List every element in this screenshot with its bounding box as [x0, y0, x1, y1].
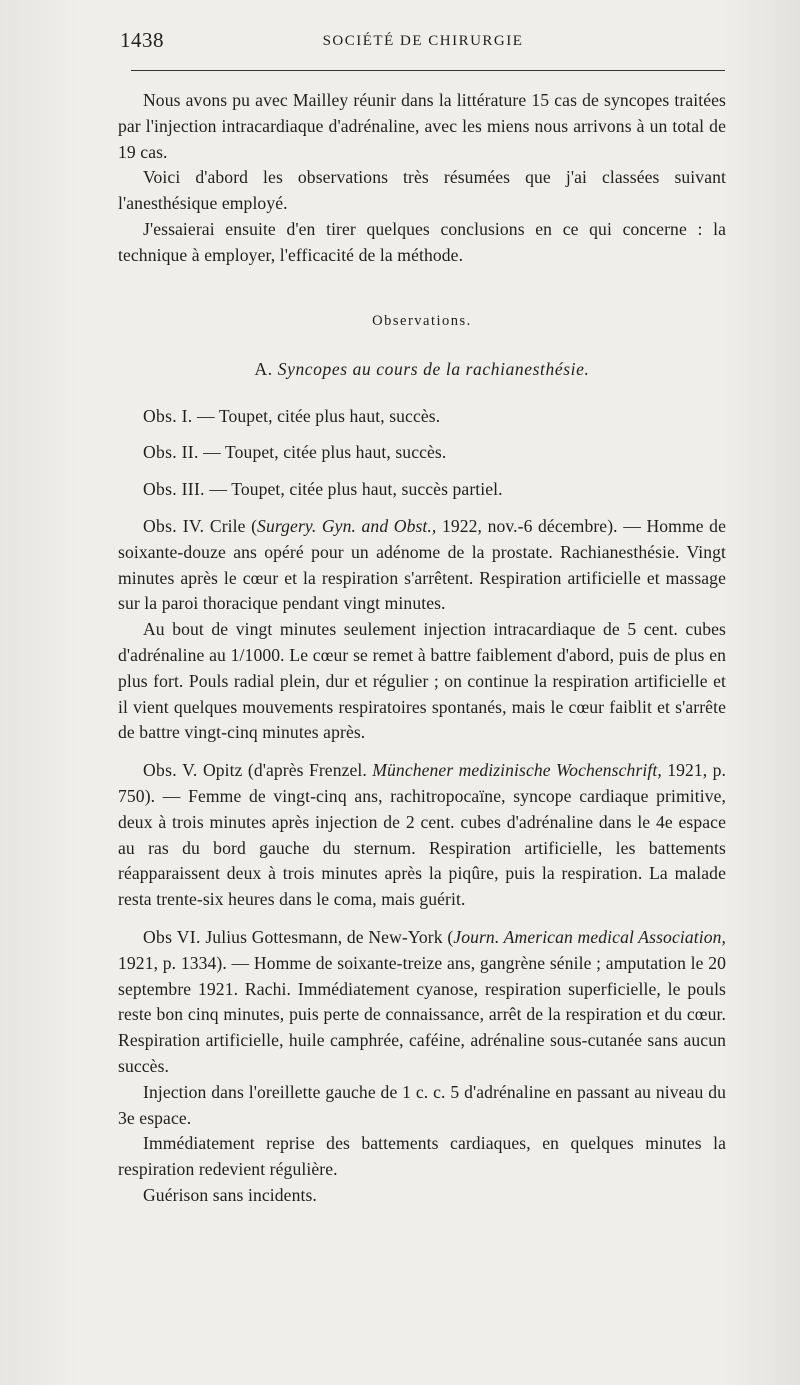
observation-label: Obs. IV.: [143, 515, 205, 536]
running-title: SOCIÉTÉ DE CHIRURGIE: [322, 33, 524, 49]
observation-1: [118, 404, 726, 430]
observation-label: Obs. I.: [143, 405, 193, 426]
section-heading: Observations.: [372, 312, 472, 329]
observation-text: — Toupet, citée plus haut, succès.: [203, 442, 447, 463]
observation-text: 1921, p. 1334). — Homme de soixante-treize ans, gangrène sénile ; amputation le 20 septembre 1921. Rachi. Immédiatement cyanose, respiration superficielle, le pouls reste bon cinq minutes, puis perte de connaissance, arrêt de la respiration et du cœur. Respiration artificielle, huile camphrée, caféine, adrénaline sous-cutanée sans aucun succès.: [118, 952, 726, 1076]
observation-text: 1922, nov.-6 décembre). — Homme de soixante-douze ans opéré pour un adénome de la prostate. Rachianesthésie. Vingt minutes après le cœur et la respiration s'arrêtent. Respiration artificielle et massage sur la paroi thoracique pendant vingt minutes.: [118, 515, 726, 614]
observation-4: [118, 514, 726, 617]
observation-4-paragraph: Au bout de vingt minutes seulement injection intracardiaque de 5 cent. cubes d'adrénaline au 1/1000. Le cœur se remet à battre faiblement d'abord, puis de plus en plus fort. Pouls radial plein, dur et régulier ; on continue la respiration artificielle et il vient quelques mouvements respiratoires spontanés, mais le cœur faiblit et s'arrête de battre vingt-cinq minutes après.: [118, 619, 726, 743]
observation-text: — Toupet, citée plus haut, succès partiel.: [209, 479, 503, 500]
intro-paragraph: Nous avons pu avec Mailley réunir dans la littérature 15 cas de syncopes traitées par l'injection intracardiaque d'adrénaline, avec les miens nous arrivons à un total de 19 cas.: [118, 90, 726, 162]
observation-label: Obs VI.: [143, 926, 201, 947]
page-number: 1438: [120, 28, 164, 52]
observation-source: Münchener medizinische Wochenschrift,: [372, 760, 662, 781]
observation-6-paragraph: Injection dans l'oreillette gauche de 1 c. c. 5 d'adrénaline en passant au niveau du 3e espace.: [118, 1081, 726, 1128]
observation-3: [118, 477, 726, 503]
observation-source: Surgery. Gyn. and Obst.,: [257, 515, 437, 536]
subsection-heading: [118, 357, 726, 381]
observation-label: Obs. II.: [143, 442, 199, 463]
observation-5: [118, 758, 726, 913]
observation-author: Julius Gottesmann, de New-York (: [205, 926, 454, 947]
observation-author: Opitz (d'après Frenzel.: [202, 760, 367, 781]
intro-paragraph: J'essaierai ensuite d'en tirer quelques conclusions en ce qui concerne : la technique à employer, l'efficacité de la méthode.: [118, 218, 726, 265]
intro-paragraph: Voici d'abord les observations très résumées que j'ai classées suivant l'anesthésique employé.: [118, 167, 726, 214]
observation-6: [118, 925, 726, 1080]
observation-label: Obs. V.: [143, 760, 198, 781]
observation-text: — Toupet, citée plus haut, succès.: [197, 405, 441, 426]
observation-source: Journ. American medical Association,: [453, 926, 727, 947]
header-rule: [131, 70, 725, 71]
subsection-letter: A.: [254, 358, 273, 379]
observation-6-paragraph: Immédiatement reprise des battements cardiaques, en quelques minutes la respiration redevient régulière.: [118, 1133, 726, 1180]
observation-text: 1921, p. 750). — Femme de vingt-cinq ans, rachitropocaïne, syncope cardiaque primitive, deux à trois minutes après injection de 2 cent. cubes d'adrénaline dans le 4e espace au ras du bord gauche du sternum. Respiration artificielle, les battements réapparaissent deux à trois minutes après la piqûre, puis la respiration. La malade resta trente-six heures dans le coma, mais guérit.: [118, 760, 727, 910]
body-text: [118, 88, 726, 1209]
subsection-title: Syncopes au cours de la rachianesthésie.: [277, 358, 590, 379]
observation-2: [118, 440, 726, 466]
observation-6-paragraph: Guérison sans incidents.: [143, 1184, 317, 1205]
observation-label: Obs. III.: [143, 479, 205, 500]
observation-author: Crile (: [209, 515, 258, 536]
page-header: [120, 28, 726, 58]
